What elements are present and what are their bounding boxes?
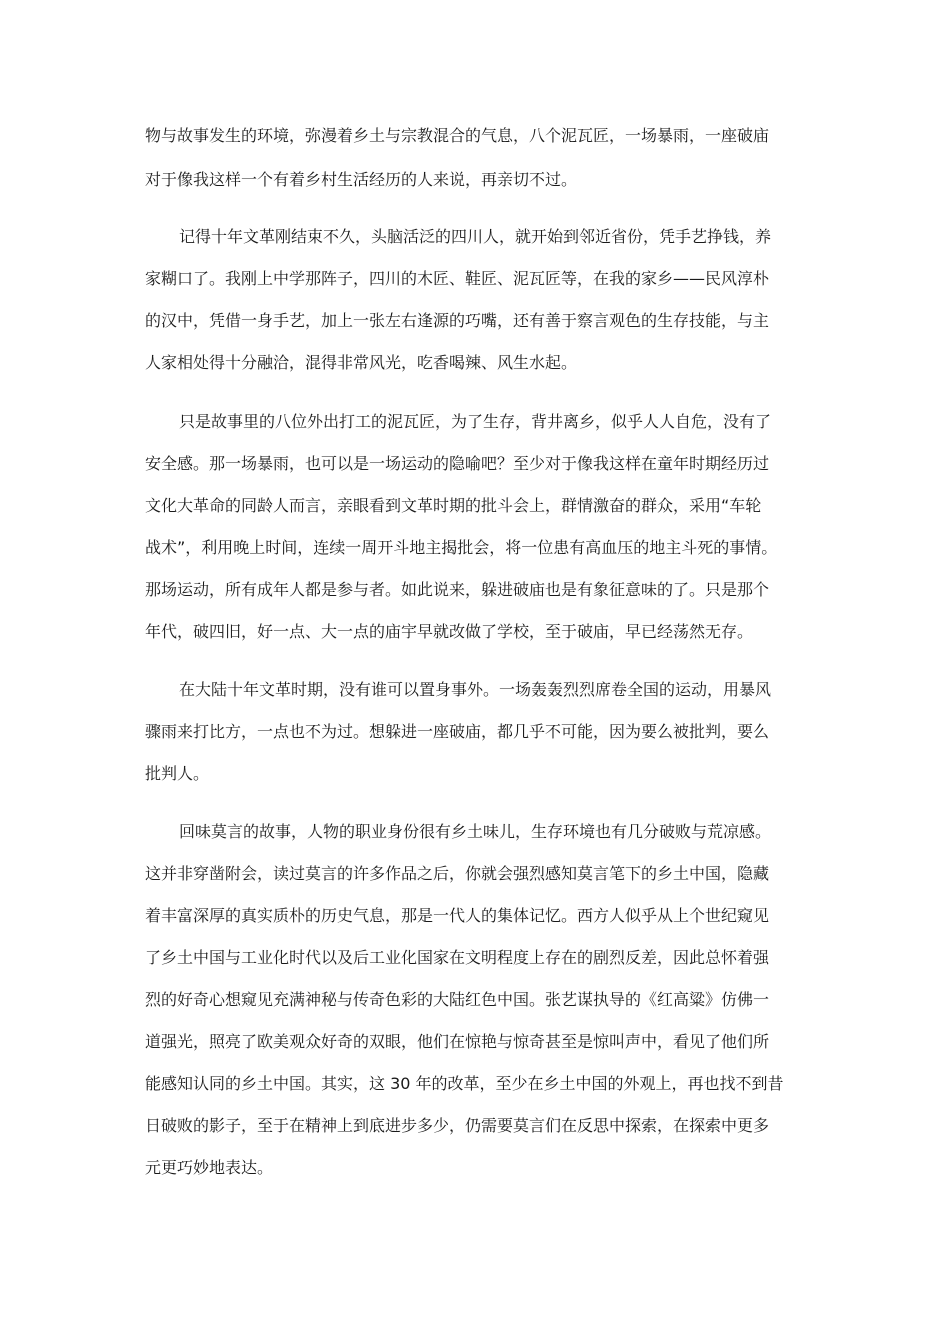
paragraph-5-line-8: 日破败的影子，至于在精神上到底进步多少，仍需要莫言们在反思中探索，在探索中更多 bbox=[145, 1116, 770, 1135]
paragraph-3-line-5: 那场运动，所有成年人都是参与者。如此说来，躲进破庙也是有象征意味的了。只是那个 bbox=[145, 580, 770, 599]
paragraph-5-line-4: 了乡土中国与工业化时代以及后工业化国家在文明程度上存在的剧烈反差，因此总怀着强 bbox=[145, 948, 770, 967]
paragraph-3-line-2: 安全感。那一场暴雨，也可以是一场运动的隐喻吧？至少对于像我这样在童年时期经历过 bbox=[145, 454, 770, 473]
paragraph-3-line-6: 年代，破四旧，好一点、大一点的庙宇早就改做了学校，至于破庙，早已经荡然无存。 bbox=[145, 622, 754, 641]
paragraph-2-line-2: 家糊口了。我刚上中学那阵子，四川的木匠、鞋匠、泥瓦匠等，在我的家乡——民风淳朴 bbox=[145, 269, 770, 288]
paragraph-3-line-4: 战术”，利用晚上时间，连续一周开斗地主揭批会，将一位患有高血压的地主斗死的事情。 bbox=[145, 538, 778, 557]
paragraph-3-line-3: 文化大革命的同龄人而言，亲眼看到文革时期的批斗会上，群情激奋的群众，采用“车轮 bbox=[145, 496, 762, 515]
paragraph-1-line-1: 物与故事发生的环境，弥漫着乡土与宗教混合的气息，八个泥瓦匠，一场暴雨，一座破庙 bbox=[145, 126, 770, 145]
paragraph-5-line-7: 能感知认同的乡土中国。其实，这 30 年的改革，至少在乡土中国的外观上，再也找不到昔 bbox=[145, 1074, 784, 1093]
paragraph-2-line-3: 的汉中，凭借一身手艺，加上一张左右逢源的巧嘴，还有善于察言观色的生存技能，与主 bbox=[145, 311, 770, 330]
paragraph-4-line-2: 骤雨来打比方，一点也不为过。想躲进一座破庙，都几乎不可能，因为要么被批判，要么 bbox=[145, 722, 770, 741]
paragraph-4-line-3: 批判人。 bbox=[145, 764, 210, 783]
paragraph-5-line-9: 元更巧妙地表达。 bbox=[145, 1158, 274, 1177]
paragraph-3-line-1: 只是故事里的八位外出打工的泥瓦匠，为了生存，背井离乡，似乎人人自危，没有了 bbox=[179, 412, 772, 431]
paragraph-2-line-4: 人家相处得十分融洽，混得非常风光，吃香喝辣、风生水起。 bbox=[145, 353, 578, 372]
paragraph-2-line-1: 记得十年文革刚结束不久，头脑活泛的四川人，就开始到邻近省份，凭手艺挣钱，养 bbox=[179, 227, 772, 246]
paragraph-5-line-3: 着丰富深厚的真实质朴的历史气息，那是一代人的集体记忆。西方人似乎从上个世纪窥见 bbox=[145, 906, 770, 925]
paragraph-5-line-2: 这并非穿凿附会，读过莫言的许多作品之后，你就会强烈感知莫言笔下的乡土中国，隐藏 bbox=[145, 864, 770, 883]
paragraph-1-line-2: 对于像我这样一个有着乡村生活经历的人来说，再亲切不过。 bbox=[145, 170, 578, 189]
paragraph-5-line-1: 回味莫言的故事，人物的职业身份很有乡土味儿，生存环境也有几分破败与荒凉感。 bbox=[179, 822, 772, 841]
paragraph-5-line-5: 烈的好奇心想窥见充满神秘与传奇色彩的大陆红色中国。张艺谋执导的《红高粱》仿佛一 bbox=[145, 990, 770, 1009]
paragraph-4-line-1: 在大陆十年文革时期，没有谁可以置身事外。一场轰轰烈烈席卷全国的运动，用暴风 bbox=[179, 680, 772, 699]
paragraph-5-line-6: 道强光，照亮了欧美观众好奇的双眼，他们在惊艳与惊奇甚至是惊叫声中，看见了他们所 bbox=[145, 1032, 770, 1051]
